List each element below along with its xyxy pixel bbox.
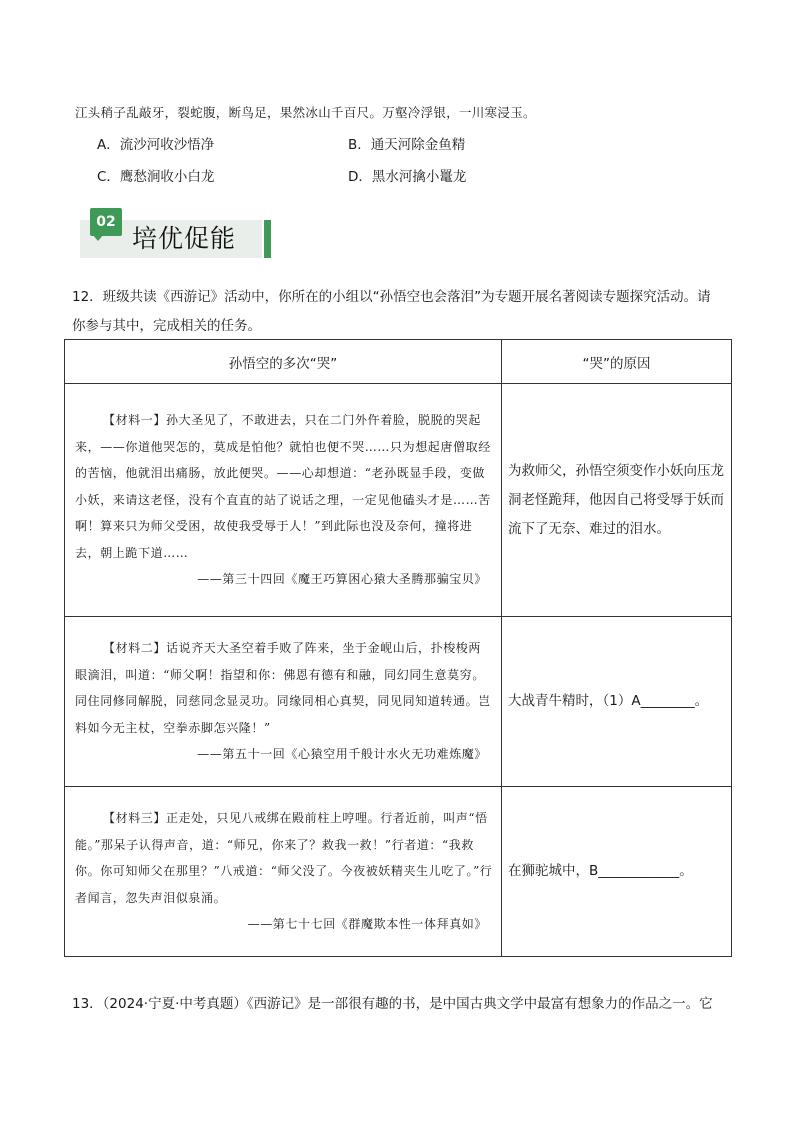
reason-1-text: 为救师父，孙悟空须变作小妖向压龙洞老怪跪拜，他因自己将受辱于妖而流下了无奈、难过的泪水。 xyxy=(508,462,724,537)
table-row xyxy=(65,384,732,617)
option-b[interactable]: B．通天河除金鱼精 xyxy=(348,137,466,153)
material-2-text: 【材料二】话说齐天大圣空着手败了阵来，坐于金岘山后，扑梭梭两眼滴泪，叫道：“师父啊！指望和你：佛恩有德有和融，同幻同生意莫穷。同住同修同解脱，同慈同念显灵功。同缘同相心真契，同见同知道转通。岂料如今无主杖，空拳赤脚怎兴隆！” xyxy=(75,641,491,735)
material-cell xyxy=(65,384,502,617)
header-crying-instances: 孙悟空的多次“哭” xyxy=(65,340,502,384)
section-accent-bar xyxy=(264,220,271,258)
question-12-line-1: 12．班级共读《西游记》活动中，你所在的小组以“孙悟空也会落泪”为专题开展名著阅读专题探究活动。请 xyxy=(72,289,711,305)
question-12 xyxy=(72,283,732,341)
material-3-source: ——第七十七回《群魔欺本性一体拜真如》 xyxy=(247,917,487,932)
material-1-text: 【材料一】孙大圣见了，不敢进去，只在二门外仵着脸，脱脱的哭起来，——你道他哭怎的，莫成是怕他？就怕也便不哭……只为想起唐僧取经的苦恼，他就泪出痛肠，放此便哭。——心却想道：“老孙既显手段，变做小妖，来请这老怪，没有个直直的站了说话之理，一定见他磕头才是……苦啊！算来只为师父受困，故使我受辱于人！”到此际也没及奈何，撞将进去，朝上跪下道…… xyxy=(75,413,491,560)
section-title: 培优促能 xyxy=(132,224,237,253)
option-a[interactable]: A．流沙河收沙悟净 xyxy=(97,137,215,153)
table-row xyxy=(65,787,732,957)
table-header-row xyxy=(65,340,732,384)
speech-bubble-tail-icon xyxy=(92,234,104,241)
material-cell xyxy=(65,617,502,787)
material-cell xyxy=(65,787,502,957)
material-3-text: 【材料三】正走处，只见八戒绑在殿前柱上哼哩。行者近前，叫声“悟能。”那呆子认得声音，道：“师兄，你来了？救我一救！”行者道：“我救你。你可知师父在那里？”八戒道：“师父没了。今夜被妖精夹生儿吃了。”行者闻言，忽失声泪似泉涌。 xyxy=(75,811,493,905)
reason-cell[interactable] xyxy=(502,617,732,787)
reason-cell xyxy=(502,384,732,617)
option-d[interactable]: D．黑水河擒小鼍龙 xyxy=(348,169,467,185)
question-intro-text: 江头稍子乱敲牙，裂蛇腹，断鸟足，果然冰山千百尺。万壑冷浮银，一川寒浸玉。 xyxy=(75,105,536,120)
question-12-line-2: 你参与其中，完成相关的任务。 xyxy=(72,318,261,334)
materials-table xyxy=(64,339,732,957)
reason-3-text[interactable]: 在狮驼城中，B____________。 xyxy=(508,863,693,879)
reason-2-text[interactable]: 大战青牛精时，（1）A________。 xyxy=(508,693,709,709)
section-number-badge: 02 xyxy=(90,208,122,236)
section-header xyxy=(80,204,272,258)
table-row xyxy=(65,617,732,787)
material-2-source: ——第五十一回《心猿空用千般计水火无功难炼魔》 xyxy=(197,747,487,762)
material-1-source: ——第三十四回《魔王巧算困心猿大圣腾那骗宝贝》 xyxy=(197,572,487,587)
question-13: 13．（2024·宁夏·中考真题）《西游记》是一部很有趣的书，是中国古典文学中最富有想象力的作品之一。它 xyxy=(72,996,713,1012)
option-c[interactable]: C．鹰愁涧收小白龙 xyxy=(97,169,215,185)
header-crying-reason: “哭”的原因 xyxy=(502,340,732,384)
reason-cell[interactable] xyxy=(502,787,732,957)
